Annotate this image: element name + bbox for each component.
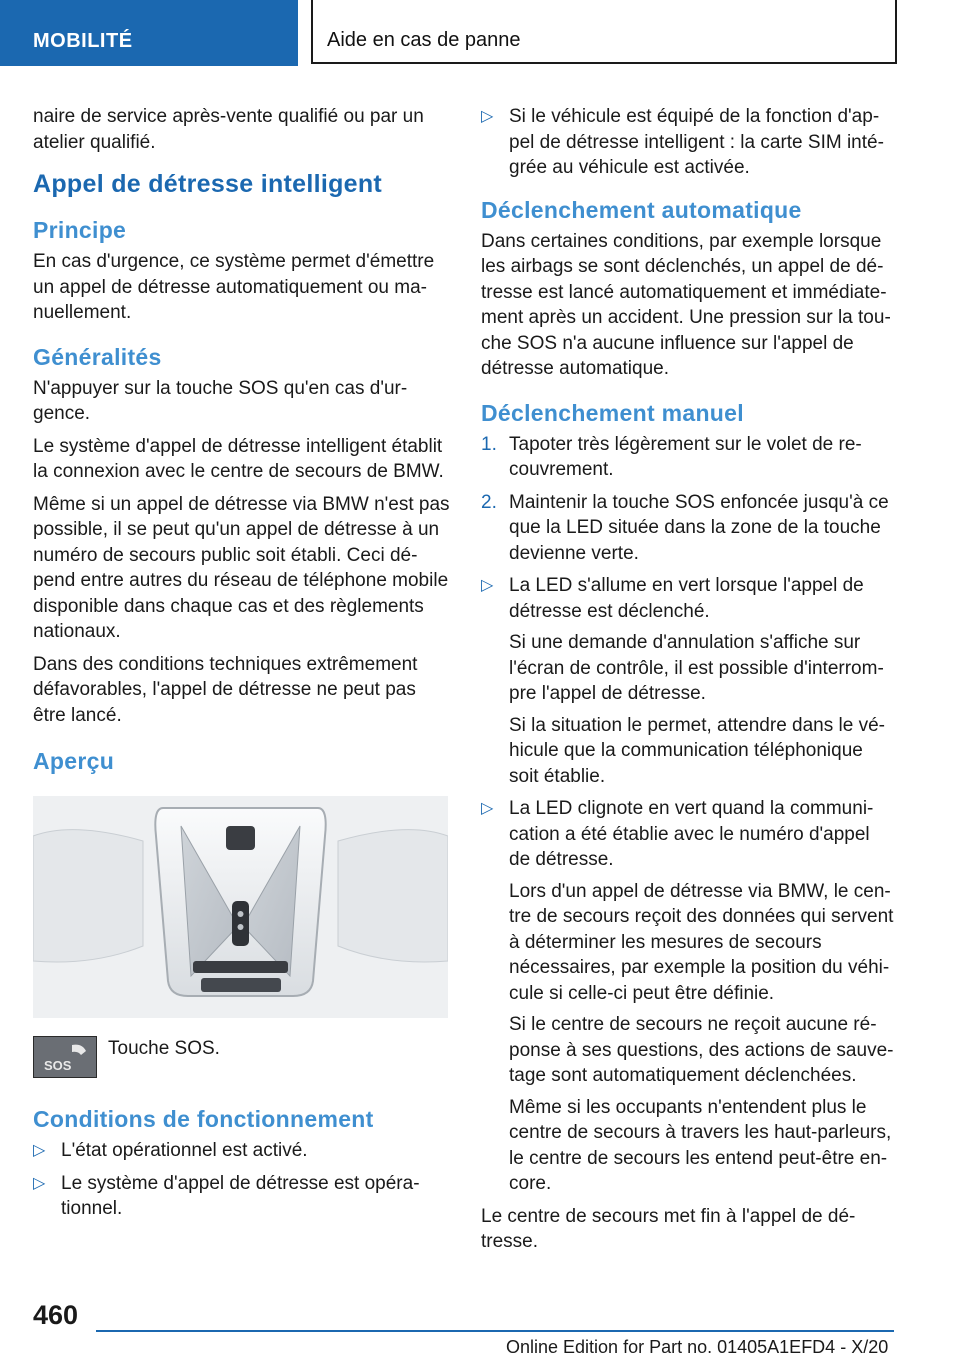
section-label: MOBILITÉ <box>33 30 133 52</box>
page-header <box>0 0 960 66</box>
main-heading: Appel de détresse intelligent <box>33 170 383 198</box>
sos-label: Touche SOS. <box>108 1038 220 1059</box>
conditions-heading: Conditions de fonctionnement <box>33 1106 374 1132</box>
manual-bullets <box>481 573 896 1197</box>
generalites-heading: Généralités <box>33 343 162 370</box>
principe-text: En cas d'urgence, ce système permet d'émettre un appel de détresse automatiquement ou manuellement. <box>33 251 435 323</box>
intro-text: naire de service après-vente qualifié ou par un atelier qualifié. <box>33 106 424 153</box>
top-bullet-list <box>481 104 896 181</box>
manual-heading: Déclenchement manuel <box>481 399 744 426</box>
apercu-heading: Aperçu <box>33 748 115 774</box>
list-item: ▷ Le système d'appel de détresse est opérationnel. <box>33 1172 420 1219</box>
triangle-bullet-icon: ▷ <box>33 1174 46 1192</box>
overhead-console-image <box>33 796 448 1018</box>
page-number: 460 <box>33 1300 79 1330</box>
triangle-bullet-icon: ▷ <box>33 1142 46 1159</box>
list-item: ▷ Si le véhicule est équipé de la fonction d'appel de détresse intelligent : la carte SIM intégrée au véhicule est activée. <box>481 106 884 178</box>
conditions-list <box>33 1138 451 1222</box>
right-column <box>481 104 896 1262</box>
sos-phone-icon <box>33 1036 97 1078</box>
list-item: ▷ La LED s'allume en vert lorsque l'appel de détresse est déclenché. Si une demande d'annulation s'affiche sur l'écran de contrôle, il est possible d'interrompre l'appel de détresse. Si la situation le permet, attendre dans le véhicule que la communication téléphonique soit établie. <box>481 575 885 787</box>
chapter-label: Aide en cas de panne <box>327 29 521 51</box>
auto-heading: Déclenchement automatique <box>481 196 802 223</box>
sos-legend <box>33 1036 451 1086</box>
sos-icon-text: SOS <box>44 1058 72 1073</box>
triangle-bullet-icon: ▷ <box>481 577 494 594</box>
generalites-p2: Le système d'appel de détresse intelligent établit la connexion avec le centre de secours de BMW. <box>33 435 444 482</box>
list-item: ▷ La LED clignote en vert quand la communication a été établie avec le numéro d'appel de détresse. Lors d'un appel de détresse via BMW, le centre de secours reçoit des données qui servent à déterminer les mesures de secours nécessaires, par exemple la position du véhicule si celle-ci peut être définie. Si le centre de secours ne reçoit aucune réponse à ses questions, des actions de sauvetage sont automatiquement déclenchées. Même si les occupants n'entendent plus le centre de secours à travers les haut-parleurs, le centre de secours les entend peut-être encore. <box>481 798 894 1194</box>
principe-heading: Principe <box>33 217 127 243</box>
triangle-bullet-icon: ▷ <box>481 800 494 817</box>
generalites-p1: N'appuyer sur la touche SOS qu'en cas d'urgence. <box>33 377 408 424</box>
list-item: ▷ L'état opérationnel est activé. <box>33 1138 451 1164</box>
generalites-p4: Dans des conditions techniques extrêmement défavorables, l'appel de détresse ne peut pas être lancé. <box>33 653 418 726</box>
section-tab <box>0 0 298 66</box>
chapter-box <box>311 0 897 64</box>
generalites-p3: Même si un appel de détresse via BMW n'est pas possible, il se peut qu'un appel de détresse à un numéro de secours public soit établi. Ceci dépend entre autres du réseau de téléphone mobile disponible dans chaque cas et des règlements nationaux. <box>33 493 450 642</box>
left-column <box>33 104 451 1229</box>
manual-steps <box>481 432 896 567</box>
edition-text: Online Edition for Part no. 01405A1EFD4 - X/20 <box>506 1337 889 1357</box>
auto-text: Dans certaines conditions, par exemple lorsque les airbags se sont déclenchés, un appel de détresse est lancé automatiquement et immédiatement après un accident. Une pression sur la touche SOS n'a aucune influence sur l'appel de détresse automatique. <box>481 230 891 379</box>
end-text: Le centre de secours met fin à l'appel de détresse. <box>481 1205 856 1252</box>
footer-rule <box>96 1330 894 1332</box>
triangle-bullet-icon: ▷ <box>481 108 494 125</box>
step-item: 2. Maintenir la touche SOS enfoncée jusqu'à ce que la LED située dans la zone de la touche devienne verte. <box>481 491 889 564</box>
step-item: 1. Tapoter très légèrement sur le volet de recouvrement. <box>481 433 862 480</box>
